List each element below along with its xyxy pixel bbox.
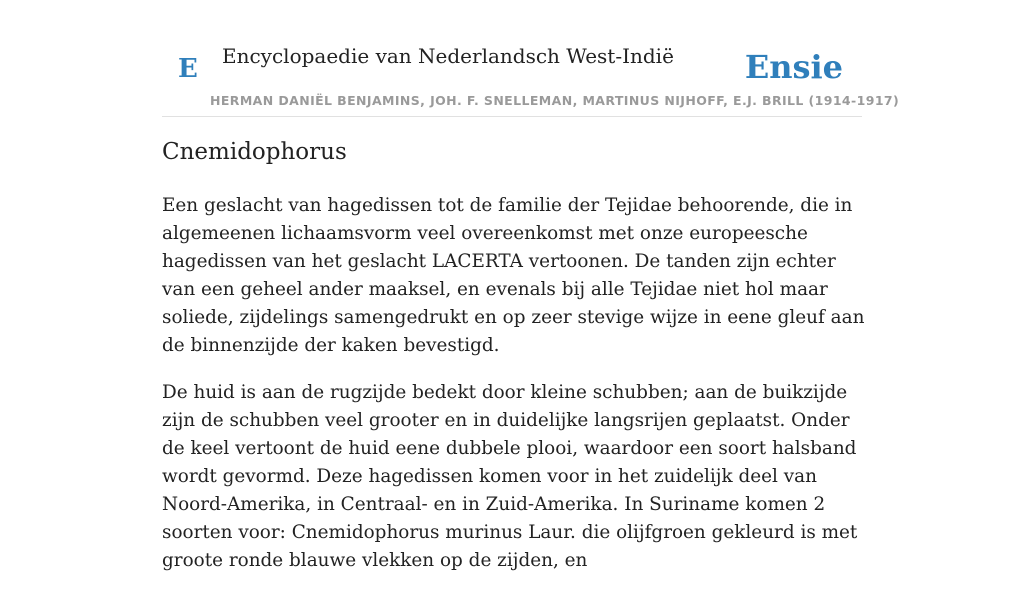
ensie-brand-logo[interactable]: Ensie (744, 48, 843, 86)
site-header (162, 0, 900, 117)
publishers-line: HERMAN DANIËL BENJAMINS, JOH. F. SNELLEMAN, MARTINUS NIJHOFF, E.J. BRILL (1914-1917) (210, 93, 900, 108)
article-body (162, 192, 867, 594)
ensie-logo-letter[interactable]: E (178, 54, 198, 84)
encyclopedia-title[interactable]: Encyclopaedie van Nederlandsch West-Indië (222, 44, 674, 68)
article-paragraph: De huid is aan de rugzijde bedekt door kleine schubben; aan de buikzijde zijn de schubben veel grooter en in duidelijke langsrijen geplaatst. Onder de keel vertoont de huid eene dubbele plooi, waardoor een soort halsband wordt gevormd. Deze hagedissen komen voor in het zuidelijk deel van Noord-Amerika, in Centraal- en in Zuid-Amerika. In Suriname komen 2 soorten voor: Cnemidophorus murinus Laur. die olijfgroen gekleurd is met groote ronde blauwe vlekken op de zijden, en (162, 382, 858, 571)
article-title: Cnemidophorus (162, 139, 347, 165)
article-paragraph: Een geslacht van hagedissen tot de familie der Tejidae behoorende, die in algemeenen lichaamsvorm veel overeenkomst met onze europeesche hagedissen van het geslacht LACERTA vertoonen. De tanden zijn echter van een geheel ander maaksel, en evenals bij alle Tejidae niet hol maar soliede, zijdelings samengedrukt en op zeer stevige wijze in eene gleuf aan de binnenzijde der kaken bevestigd. (162, 195, 865, 356)
